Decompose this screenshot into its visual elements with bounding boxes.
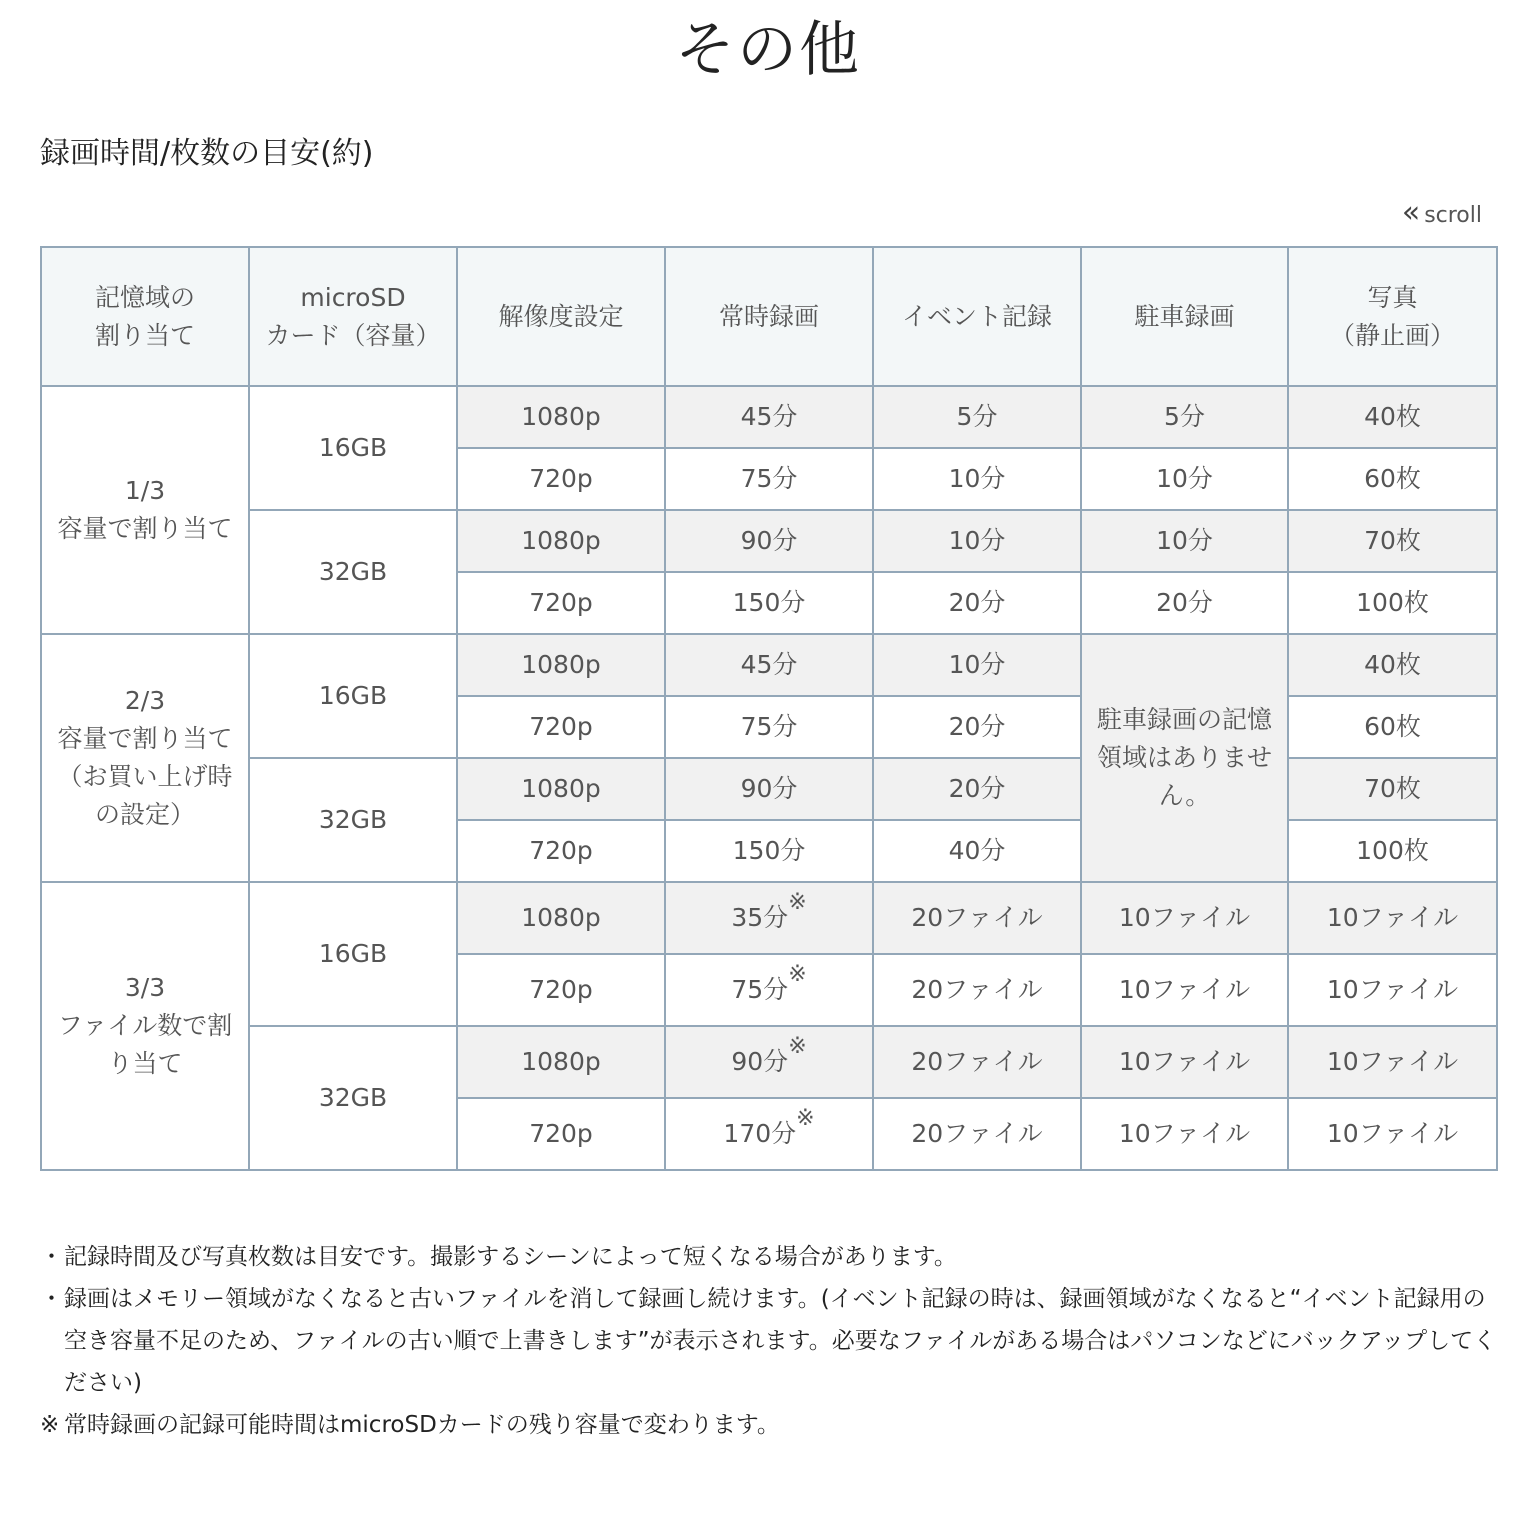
continuous-cell: 75分	[665, 448, 873, 510]
table-header-row	[41, 247, 1497, 386]
resolution-cell: 720p	[457, 448, 665, 510]
note-text: 記録時間及び写真枚数は目安です。撮影するシーンによって短くなる場合があります。	[64, 1244, 957, 1270]
resolution-cell: 1080p	[457, 386, 665, 448]
continuous-cell: 170分※	[665, 1098, 873, 1170]
resolution-cell: 1080p	[457, 634, 665, 696]
continuous-cell: 45分	[665, 634, 873, 696]
header-parking: 駐車録画	[1081, 247, 1288, 386]
parking-cell: 10ファイル	[1081, 882, 1288, 954]
event-cell: 10分	[873, 448, 1081, 510]
card-capacity: 32GB	[249, 1026, 457, 1170]
header-allocation: 記憶域の 割り当て	[41, 247, 249, 386]
allocation-label: 3/3 ファイル数で割り当て	[41, 882, 249, 1170]
header-card-capacity: microSD カード（容量）	[249, 247, 457, 386]
event-cell: 20分	[873, 572, 1081, 634]
table-row	[41, 1026, 1497, 1098]
event-cell: 20ファイル	[873, 1098, 1081, 1170]
double-chevron-left-icon: «	[1401, 195, 1421, 230]
photo-cell: 100枚	[1288, 820, 1497, 882]
continuous-cell: 90分	[665, 758, 873, 820]
continuous-cell: 150分	[665, 572, 873, 634]
event-cell: 40分	[873, 820, 1081, 882]
event-cell: 20ファイル	[873, 954, 1081, 1026]
continuous-cell: 35分※	[665, 882, 873, 954]
photo-cell: 40枚	[1288, 386, 1497, 448]
card-capacity: 16GB	[249, 386, 457, 510]
note-text: 録画はメモリー領域がなくなると古いファイルを消して録画し続けます。(イベント記録の時は、録画領域がなくなると“イベント記録用の空き容量不足のため、ファイルの古い順で上書きします”が表示されます。必要なファイルがある場合はパソコンなどにバックアップしてください)	[64, 1286, 1497, 1396]
card-capacity: 32GB	[249, 758, 457, 882]
note-bullet: ・	[40, 1244, 63, 1270]
footnote-mark: ※	[796, 1106, 815, 1131]
photo-cell: 10ファイル	[1288, 882, 1497, 954]
photo-cell: 10ファイル	[1288, 1098, 1497, 1170]
parking-cell: 10ファイル	[1081, 954, 1288, 1026]
resolution-cell: 720p	[457, 1098, 665, 1170]
footnote-mark: ※	[788, 890, 807, 915]
resolution-cell: 1080p	[457, 882, 665, 954]
scroll-hint[interactable]	[1401, 195, 1482, 231]
resolution-cell: 1080p	[457, 758, 665, 820]
page-title: その他	[675, 15, 861, 85]
photo-cell: 60枚	[1288, 448, 1497, 510]
photo-cell: 70枚	[1288, 510, 1497, 572]
note-item	[40, 1236, 1500, 1278]
parking-cell: 10ファイル	[1081, 1026, 1288, 1098]
allocation-label: 1/3 容量で割り当て	[41, 386, 249, 634]
note-text: 常時録画の記録可能時間はmicroSDカードの残り容量で変わります。	[64, 1412, 780, 1438]
card-capacity: 32GB	[249, 510, 457, 634]
card-capacity: 16GB	[249, 882, 457, 1026]
scroll-label: scroll	[1424, 203, 1482, 228]
allocation-label: 2/3 容量で割り当て （お買い上げ時の設定）	[41, 634, 249, 882]
continuous-cell: 90分※	[665, 1026, 873, 1098]
footnote-mark: ※	[788, 1034, 807, 1059]
note-item	[40, 1404, 1500, 1446]
photo-cell: 10ファイル	[1288, 1026, 1497, 1098]
parking-cell: 5分	[1081, 386, 1288, 448]
continuous-cell: 45分	[665, 386, 873, 448]
photo-cell: 10ファイル	[1288, 954, 1497, 1026]
resolution-cell: 1080p	[457, 1026, 665, 1098]
note-bullet: ・	[40, 1286, 63, 1312]
event-cell: 5分	[873, 386, 1081, 448]
event-cell: 10分	[873, 510, 1081, 572]
parking-cell: 10分	[1081, 510, 1288, 572]
notes	[40, 1236, 1500, 1446]
header-photo: 写真 （静止画）	[1288, 247, 1497, 386]
resolution-cell: 720p	[457, 572, 665, 634]
event-cell: 20ファイル	[873, 1026, 1081, 1098]
section-title: 録画時間/枚数の目安(約)	[40, 136, 374, 171]
photo-cell: 60枚	[1288, 696, 1497, 758]
card-capacity: 16GB	[249, 634, 457, 758]
continuous-cell: 75分※	[665, 954, 873, 1026]
note-item	[40, 1278, 1500, 1404]
resolution-cell: 720p	[457, 820, 665, 882]
recording-time-table	[40, 246, 1498, 1171]
resolution-cell: 720p	[457, 696, 665, 758]
event-cell: 20分	[873, 696, 1081, 758]
parking-cell: 10分	[1081, 448, 1288, 510]
resolution-cell: 1080p	[457, 510, 665, 572]
note-bullet: ※	[40, 1412, 60, 1438]
header-continuous: 常時録画	[665, 247, 873, 386]
event-cell: 20ファイル	[873, 882, 1081, 954]
resolution-cell: 720p	[457, 954, 665, 1026]
photo-cell: 100枚	[1288, 572, 1497, 634]
event-cell: 20分	[873, 758, 1081, 820]
parking-not-available-note: 駐車録画の記憶領域はありません。	[1081, 634, 1288, 882]
table-row	[41, 634, 1497, 696]
parking-cell: 20分	[1081, 572, 1288, 634]
continuous-cell: 75分	[665, 696, 873, 758]
table-row	[41, 882, 1497, 954]
parking-cell: 10ファイル	[1081, 1098, 1288, 1170]
continuous-cell: 90分	[665, 510, 873, 572]
table-row	[41, 510, 1497, 572]
table-row	[41, 386, 1497, 448]
header-resolution: 解像度設定	[457, 247, 665, 386]
photo-cell: 70枚	[1288, 758, 1497, 820]
continuous-cell: 150分	[665, 820, 873, 882]
event-cell: 10分	[873, 634, 1081, 696]
header-event: イベント記録	[873, 247, 1081, 386]
photo-cell: 40枚	[1288, 634, 1497, 696]
footnote-mark: ※	[788, 962, 807, 987]
